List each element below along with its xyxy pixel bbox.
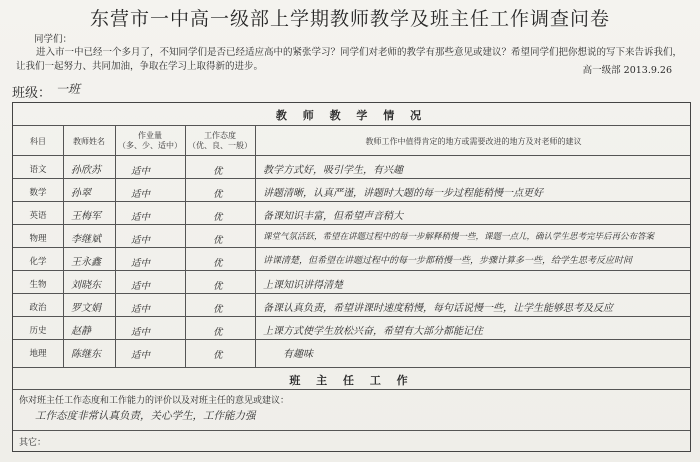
teacher-name-cell: 刘晓东 bbox=[71, 280, 101, 291]
homework-cell: 适中 bbox=[131, 327, 151, 338]
grid-line bbox=[185, 125, 186, 367]
attitude-cell: 优 bbox=[213, 212, 223, 223]
header-teacher-name: 教师姓名 bbox=[73, 137, 105, 146]
comment-cell: 上课方式使学生放松兴奋，希望有大部分都能记住 bbox=[263, 326, 483, 337]
comment-cell: 备课知识丰富，但希望声音稍大 bbox=[263, 211, 403, 222]
divider bbox=[13, 430, 690, 431]
divider bbox=[13, 178, 690, 179]
subject-cell: 地理 bbox=[29, 349, 47, 359]
headteacher-section-title: 班 主 任 工 作 bbox=[289, 374, 414, 387]
divider bbox=[13, 367, 690, 368]
subject-cell: 政治 bbox=[29, 303, 47, 313]
grid-line bbox=[63, 125, 64, 367]
survey-title: 东营市一中高一级部上学期教师教学及班主任工作调查问卷 bbox=[89, 8, 610, 30]
attitude-cell: 优 bbox=[213, 327, 223, 338]
teacher-name-cell: 王永鑫 bbox=[71, 257, 101, 268]
greeting: 同学们： bbox=[34, 34, 73, 45]
headteacher-answer: 工作态度非常认真负责，关心学生，工作能力强 bbox=[35, 410, 256, 422]
header-comment: 教师工作中值得肯定的地方或需要改进的地方及对老师的建议 bbox=[365, 137, 582, 146]
teaching-section-title: 教 师 教 学 情 况 bbox=[275, 109, 428, 122]
comment-cell: 课堂气氛活跃，希望在讲题过程中的每一步解释稍慢一些，课题一点儿，确认学生思考完毕后再公布答案 bbox=[263, 232, 655, 242]
teacher-name-cell: 王梅军 bbox=[71, 211, 101, 222]
subject-cell: 数学 bbox=[29, 188, 47, 198]
header-subject: 科目 bbox=[30, 137, 46, 146]
attitude-cell: 优 bbox=[213, 189, 223, 200]
divider bbox=[13, 201, 690, 202]
class-value: 一班 bbox=[56, 82, 81, 96]
attitude-cell: 优 bbox=[213, 350, 223, 361]
subject-cell: 化学 bbox=[29, 257, 47, 267]
comment-cell: 讲题清晰，认真严谨，讲题时大题的每一步过程能稍慢一点更好 bbox=[263, 188, 543, 199]
comment-cell: 有趣味 bbox=[283, 349, 313, 360]
homework-cell: 适中 bbox=[131, 258, 151, 269]
header-homework: 作业量 （多、少、适中） bbox=[118, 131, 182, 150]
other-label: 其它： bbox=[19, 438, 47, 448]
homework-cell: 适中 bbox=[131, 189, 151, 200]
homework-cell: 适中 bbox=[131, 350, 151, 361]
teacher-name-cell: 赵静 bbox=[71, 326, 91, 337]
homework-cell: 适中 bbox=[131, 235, 151, 246]
homework-cell: 适中 bbox=[131, 166, 151, 177]
header-attitude: 工作态度 （优、良、一般） bbox=[188, 131, 252, 150]
teacher-name-cell: 陈继东 bbox=[71, 349, 101, 360]
homework-cell: 适中 bbox=[131, 281, 151, 292]
teacher-name-cell: 李继斌 bbox=[71, 234, 101, 245]
subject-cell: 英语 bbox=[29, 211, 47, 221]
attitude-cell: 优 bbox=[213, 166, 223, 177]
divider bbox=[13, 224, 690, 225]
grid-line bbox=[115, 125, 116, 367]
comment-cell: 备课认真负责，希望讲课时速度稍慢，每句话说慢一些，让学生能够思考及反应 bbox=[263, 303, 613, 314]
teacher-name-cell: 孙欣苏 bbox=[71, 165, 101, 176]
teacher-name-cell: 孙翠 bbox=[71, 188, 91, 199]
intro-paragraph: 进入市一中已经一个多月了，不知同学们是否已经适应高中的紧张学习？同学们对老师的教学有那些意见或建议？希望同学们把你想说的写下来告诉我们，让我们一起努力、共同加油，争取在学习上取得新的进步。 bbox=[16, 47, 683, 72]
attitude-cell: 优 bbox=[213, 304, 223, 315]
attitude-cell: 优 bbox=[213, 235, 223, 246]
headteacher-question: 你对班主任工作态度和工作能力的评价以及对班主任的意见或建议： bbox=[19, 396, 290, 406]
divider bbox=[13, 316, 690, 317]
class-label: 班级： bbox=[12, 86, 52, 101]
subject-cell: 历史 bbox=[29, 326, 47, 336]
divider bbox=[13, 339, 690, 340]
homework-cell: 适中 bbox=[131, 212, 151, 223]
divider bbox=[13, 389, 690, 390]
grid-line bbox=[255, 125, 256, 367]
subject-cell: 生物 bbox=[29, 280, 47, 290]
comment-cell: 上课知识讲得清楚 bbox=[263, 280, 343, 291]
attitude-cell: 优 bbox=[213, 281, 223, 292]
comment-cell: 教学方式好，吸引学生，有兴趣 bbox=[263, 165, 403, 176]
attitude-cell: 优 bbox=[213, 258, 223, 269]
divider bbox=[13, 293, 690, 294]
subject-cell: 物理 bbox=[29, 234, 47, 244]
signature-date: 高一级部 2013.9.26 bbox=[582, 65, 672, 76]
divider bbox=[13, 247, 690, 248]
survey-table bbox=[12, 102, 691, 452]
divider bbox=[13, 270, 690, 271]
comment-cell: 讲课清楚，但希望在讲题过程中的每一步都稍慢一些，步骤计算多一些，给学生思考反应时间 bbox=[263, 256, 633, 266]
teacher-name-cell: 罗文娟 bbox=[71, 303, 101, 314]
homework-cell: 适中 bbox=[131, 304, 151, 315]
subject-cell: 语文 bbox=[29, 165, 47, 175]
